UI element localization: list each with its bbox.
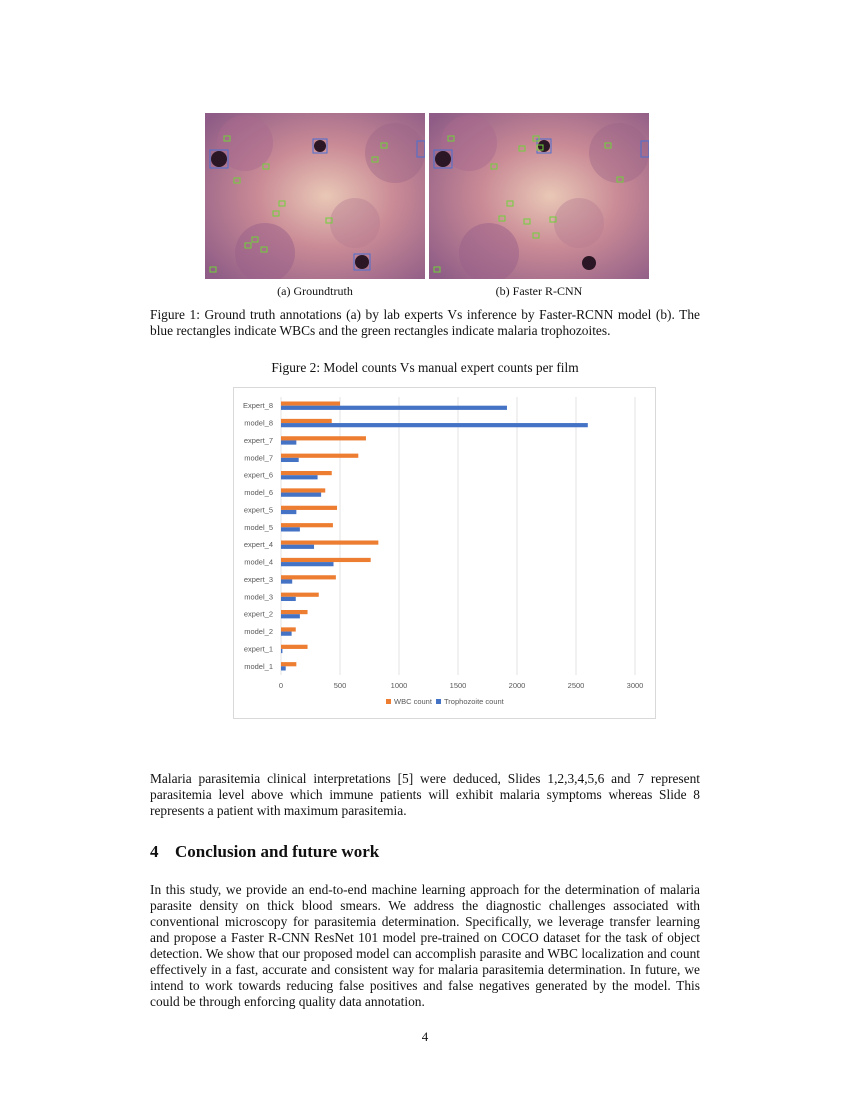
subcaption-faster-rcnn: (b) Faster R-CNN — [495, 284, 583, 298]
section-title: Conclusion and future work — [175, 842, 380, 861]
legend-swatch — [386, 699, 391, 704]
y-category-label: expert_4 — [243, 540, 273, 550]
bar-trophozoite — [281, 579, 292, 583]
bar-wbc — [281, 645, 308, 649]
faster-rcnn-image — [429, 113, 649, 279]
y-category-label: expert_3 — [243, 574, 273, 584]
bar-trophozoite — [281, 440, 296, 444]
bar-trophozoite — [281, 475, 318, 479]
bar-wbc — [281, 471, 332, 475]
y-category-label: expert_5 — [243, 505, 273, 515]
paragraph-conclusion: In this study, we provide an end-to-end machine learning approach for the determination of malaria parasite density on thick blood smears. We address the diagnostic challenges associated with conventional microscopy for parasitemia determination. Specifically, we leverage transfer learning and propose a Faster R-CNN ResNet 101 model pre-trained on COCO dataset for the task of object detection. We show that our proposed model can accomplish parasite and WBC localization and count effectively in a fast, accurate and consistent way for malaria parasitemia determination. In future, we intend to work towards reducing false positives and false negatives generated by the model. This could be through enforcing quality data annotation. — [150, 882, 700, 1009]
y-category-label: model_5 — [244, 522, 273, 532]
bar-trophozoite — [281, 597, 296, 601]
section-heading — [150, 842, 379, 862]
y-category-label: model_1 — [244, 661, 273, 671]
x-tick-label: 2000 — [508, 681, 526, 690]
bar-trophozoite — [281, 545, 314, 549]
page-number: 4 — [421, 1029, 429, 1044]
bar-wbc — [281, 575, 336, 579]
y-category-label: expert_6 — [243, 470, 273, 480]
bar-trophozoite — [281, 562, 334, 566]
x-tick-label: 500 — [333, 681, 347, 690]
bar-wbc — [281, 401, 340, 405]
paragraph-interpretation: Malaria parasitemia clinical interpretations [5] were deduced, Slides 1,2,3,4,5,6 and 7 represent parasitemia level above which immune patients will exhibit malaria symptoms whereas Slide 8 represents a patient with maximum parasitemia. — [150, 771, 700, 818]
bar-wbc — [281, 662, 296, 666]
bar-trophozoite — [281, 423, 588, 427]
y-category-label: model_6 — [244, 488, 273, 498]
y-category-label: model_3 — [244, 592, 273, 602]
subcaption-groundtruth: (a) Groundtruth — [277, 284, 353, 298]
bar-trophozoite — [281, 649, 282, 653]
bar-wbc — [281, 523, 333, 527]
bar-trophozoite — [281, 614, 300, 618]
legend-swatch — [436, 699, 441, 704]
bar-wbc — [281, 488, 325, 492]
bar-wbc — [281, 419, 332, 423]
bar-trophozoite — [281, 458, 299, 462]
y-category-label: model_8 — [244, 418, 273, 428]
x-tick-label: 1000 — [390, 681, 408, 690]
bar-wbc — [281, 593, 319, 597]
x-tick-label: 3000 — [626, 681, 644, 690]
bar-trophozoite — [281, 527, 300, 531]
groundtruth-image — [205, 113, 425, 279]
bar-wbc — [281, 506, 337, 510]
section-number: 4 — [150, 842, 159, 861]
y-category-label: expert_1 — [243, 644, 273, 654]
bar-wbc — [281, 436, 366, 440]
legend-label: Trophozoite count — [444, 697, 504, 706]
y-category-label: model_2 — [244, 627, 273, 637]
bar-wbc — [281, 454, 358, 458]
figure2-title: Figure 2: Model counts Vs manual expert counts per film — [271, 360, 579, 375]
x-tick-label: 1500 — [449, 681, 467, 690]
bar-trophozoite — [281, 666, 286, 670]
bar-wbc — [281, 540, 378, 544]
bar-wbc — [281, 610, 308, 614]
x-tick-label: 2500 — [567, 681, 585, 690]
y-category-label: model_4 — [244, 557, 273, 567]
figure1-caption: Figure 1: Ground truth annotations (a) by lab experts Vs inference by Faster-RCNN model (b). The blue rectangles indicate WBCs and the green rectangles indicate malaria trophozoites. — [150, 307, 700, 338]
x-tick-label: 0 — [278, 681, 284, 690]
y-category-label: Expert_8 — [242, 401, 273, 411]
bar-chart-svg — [234, 388, 655, 718]
bar-wbc — [281, 558, 371, 562]
y-category-label: model_7 — [244, 453, 273, 463]
bar-chart — [233, 387, 656, 719]
bar-wbc — [281, 627, 296, 631]
bar-trophozoite — [281, 510, 296, 514]
legend-label: WBC count — [394, 697, 432, 706]
bar-trophozoite — [281, 632, 292, 636]
bar-trophozoite — [281, 493, 321, 497]
y-category-label: expert_7 — [243, 435, 273, 445]
bar-trophozoite — [281, 406, 507, 410]
y-category-label: expert_2 — [243, 609, 273, 619]
